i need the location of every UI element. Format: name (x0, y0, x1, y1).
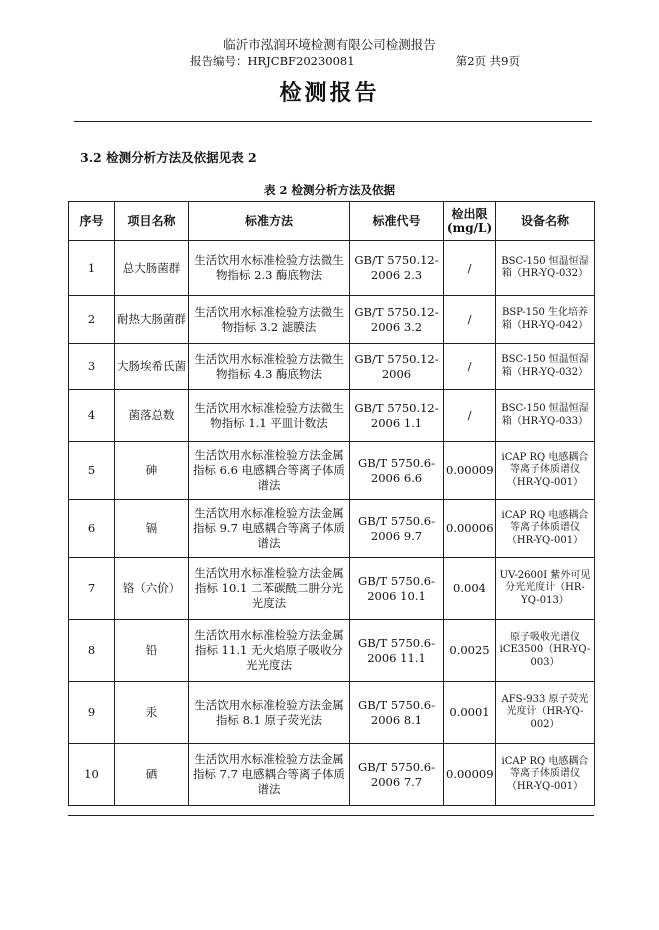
row-method: 生活饮用水标准检验方法微生物指标 4.3 酶底物法 (189, 344, 350, 390)
row-no: 5 (69, 442, 115, 500)
table-row (69, 558, 595, 620)
methods-table (68, 201, 595, 806)
row-no: 8 (69, 620, 115, 682)
table-row (69, 241, 595, 296)
company-report-header: 临沂市泓润环境检测有限公司检测报告 (223, 37, 436, 52)
row-equipment: AFS-933 原子荧光光度计（HR-YQ-002） (496, 682, 595, 744)
table-row (69, 500, 595, 558)
row-method: 生活饮用水标准检验方法金属指标 7.7 电感耦合等离子体质谱法 (189, 744, 350, 806)
row-no: 10 (69, 744, 115, 806)
table-row (69, 390, 595, 442)
row-limit: 0.00009 (444, 744, 496, 806)
row-method: 生活饮用水标准检验方法金属指标 9.7 电感耦合等离子体质谱法 (189, 500, 350, 558)
row-code: GB/T 5750.12-2006 2.3 (350, 241, 444, 296)
row-limit: / (444, 344, 496, 390)
row-code: GB/T 5750.6-2006 9.7 (350, 500, 444, 558)
row-no: 6 (69, 500, 115, 558)
page-title: 检测报告 (279, 81, 380, 106)
table-row (69, 620, 595, 682)
row-item: 砷 (115, 442, 189, 500)
header-divider (74, 121, 592, 122)
row-no: 1 (69, 241, 115, 296)
table-row (69, 442, 595, 500)
row-equipment: BSP-150 生化培养箱（HR-YQ-042） (496, 296, 595, 344)
row-method: 生活饮用水标准检验方法金属指标 10.1 二苯碳酰二肼分光光度法 (189, 558, 350, 620)
row-method: 生活饮用水标准检验方法微生物指标 2.3 酶底物法 (189, 241, 350, 296)
row-method: 生活饮用水标准检验方法金属指标 11.1 无火焰原子吸收分光光度法 (189, 620, 350, 682)
page-indicator: 第2页 共9页 (455, 54, 520, 68)
row-equipment: iCAP RQ 电感耦合等离子体质谱仪（HR-YQ-001） (496, 500, 595, 558)
row-equipment: iCAP RQ 电感耦合等离子体质谱仪（HR-YQ-001） (496, 744, 595, 806)
row-no: 3 (69, 344, 115, 390)
row-item: 总大肠菌群 (115, 241, 189, 296)
row-item: 耐热大肠菌群 (115, 296, 189, 344)
row-item: 大肠埃希氏菌 (115, 344, 189, 390)
table-row (69, 682, 595, 744)
row-no: 2 (69, 296, 115, 344)
row-item: 铬（六价） (115, 558, 189, 620)
row-item: 镉 (115, 500, 189, 558)
row-code: GB/T 5750.6-2006 8.1 (350, 682, 444, 744)
header-code: 标准代号 (350, 202, 444, 241)
row-equipment: UV-2600I 紫外可见分光光度计（HR-YQ-013） (496, 558, 595, 620)
table-row (69, 744, 595, 806)
row-code: GB/T 5750.6-2006 11.1 (350, 620, 444, 682)
header-item: 项目名称 (115, 202, 189, 241)
header-equipment: 设备名称 (496, 202, 595, 241)
row-code: GB/T 5750.6-2006 7.7 (350, 744, 444, 806)
row-code: GB/T 5750.6-2006 10.1 (350, 558, 444, 620)
row-code: GB/T 5750.6-2006 6.6 (350, 442, 444, 500)
row-limit: / (444, 241, 496, 296)
row-limit: 0.00006 (444, 500, 496, 558)
table-header-row (69, 202, 595, 241)
row-no: 4 (69, 390, 115, 442)
row-method: 生活饮用水标准检验方法微生物指标 1.1 平皿计数法 (189, 390, 350, 442)
row-method: 生活饮用水标准检验方法微生物指标 3.2 滤膜法 (189, 296, 350, 344)
row-limit: 0.00009 (444, 442, 496, 500)
row-code: GB/T 5750.12-2006 3.2 (350, 296, 444, 344)
row-no: 9 (69, 682, 115, 744)
row-no: 7 (69, 558, 115, 620)
row-item: 硒 (115, 744, 189, 806)
row-item: 铅 (115, 620, 189, 682)
header-limit: 检出限 (mg/L) (444, 202, 496, 241)
row-item: 汞 (115, 682, 189, 744)
row-code: GB/T 5750.12-2006 (350, 344, 444, 390)
row-method: 生活饮用水标准检验方法金属指标 8.1 原子荧光法 (189, 682, 350, 744)
row-limit: 0.004 (444, 558, 496, 620)
row-code: GB/T 5750.12-2006 1.1 (350, 390, 444, 442)
row-equipment: BSC-150 恒温恒湿箱（HR-YQ-032） (496, 241, 595, 296)
section-heading: 3.2 检测分析方法及依据见表 2 (80, 150, 257, 165)
row-item: 菌落总数 (115, 390, 189, 442)
row-equipment: BSC-150 恒温恒湿箱（HR-YQ-033） (496, 390, 595, 442)
table-row (69, 296, 595, 344)
row-method: 生活饮用水标准检验方法金属指标 6.6 电感耦合等离子体质谱法 (189, 442, 350, 500)
table-row (69, 344, 595, 390)
row-limit: 0.0025 (444, 620, 496, 682)
header-no: 序号 (69, 202, 115, 241)
row-equipment: iCAP RQ 电感耦合等离子体质谱仪（HR-YQ-001） (496, 442, 595, 500)
row-equipment: BSC-150 恒温恒湿箱（HR-YQ-032） (496, 344, 595, 390)
row-equipment: 原子吸收光谱仪 iCE3500（HR-YQ-003） (496, 620, 595, 682)
row-limit: 0.0001 (444, 682, 496, 744)
row-limit: / (444, 296, 496, 344)
table-bottom-rule (68, 815, 594, 816)
table-caption: 表 2 检测分析方法及依据 (263, 183, 395, 197)
row-limit: / (444, 390, 496, 442)
header-method: 标准方法 (189, 202, 350, 241)
report-number: 报告编号：HRJCBF20230081 (190, 54, 355, 68)
